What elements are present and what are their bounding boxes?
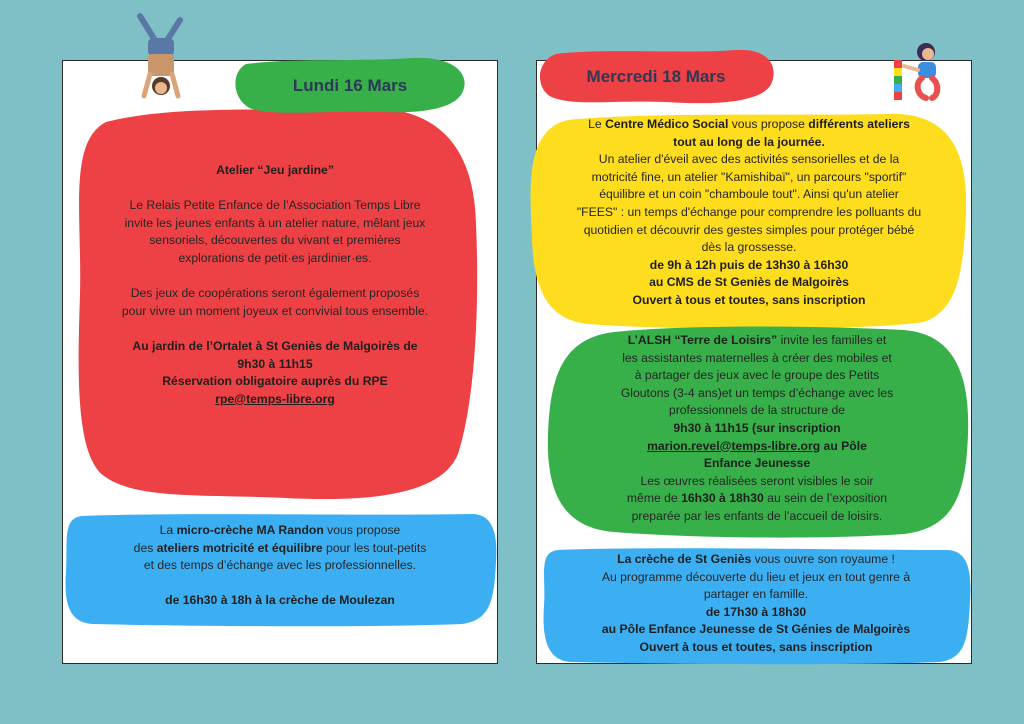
cms-time: de 9h à 12h puis de 13h30 à 16h30 [649,257,849,272]
rpe-email-link[interactable]: rpe@temps-libre.org [215,391,335,406]
alsh-l-pre: même de [626,491,682,506]
micro-line2-pre: des [133,540,157,555]
atelier-title: Atelier “Jeu jardine” [216,163,334,177]
micro-intro-pre: La [159,523,177,537]
cms-body-line: dès la grossesse. [701,240,797,255]
micro-line2-bold: ateliers motricité et équilibre [156,540,323,555]
micro-creche-name: micro-crèche MA Randon [176,523,324,537]
alsh-email-post: au Pôle [820,438,867,453]
alsh-time: 9h30 à 11h15 (sur inscription [673,420,841,435]
alsh-l1-post: invite les familles et [777,333,887,347]
cms-l2-bold: tout au long de la journée. [673,134,825,149]
creche-body-line: Au programme découverte du lieu et jeux en tout genre à [601,569,911,584]
date-monday: Lundi 16 Mars [292,76,408,95]
alsh-text [544,332,970,526]
micro-intro-post: vous propose [323,523,401,537]
cms-name: Centre Médico Social [605,117,729,131]
cms-body-line: motricité fine, un atelier "Kamishibaï", un parcours "sportif" [591,169,907,184]
date-wednesday: Mercredi 18 Mars [586,67,726,86]
alsh-name: L’ALSH “Terre de Loisirs” [627,333,778,347]
creche-place: au Pôle Enfance Jeunesse de St Génies de Malgoirès [601,622,911,637]
creche-name: La crèche de St Geniès [617,552,752,566]
alsh-l-post: au sein de l’exposition [763,491,888,506]
cms-body-line: équilibre et un coin "chamboule tout". Ainsi qu'un atelier [599,187,899,202]
atelier-p1-line: invite les jeunes enfants à un atelier nature, mêlant jeux [124,215,426,230]
creche-text [540,551,972,657]
atelier-p2-line: Des jeux de coopérations seront également proposés [130,286,420,301]
atelier-p2-line: pour vivre un moment joyeux et convivial tous ensemble. [121,303,429,318]
alsh-l-bold: 16h30 à 18h30 [681,491,764,506]
atelier-p1-line: explorations de petit·es jardinier·es. [178,250,372,265]
handstand-child-icon [126,12,196,102]
cms-open: Ouvert à tous et toutes, sans inscription [632,292,866,307]
cms-body-line: quotidien et découvrir des gestes simples pour protéger bébé [583,222,915,237]
creche-time: de 17h30 à 18h30 [705,604,807,619]
alsh-body-line: Gloutons (3-4 ans)et un temps d’échange avec les [620,385,894,400]
creche-open: Ouvert à tous et toutes, sans inscription [639,639,873,654]
atelier-time: 9h30 à 11h15 [237,356,313,371]
micro-line2-post: pour les tout-petits [322,540,427,555]
cms-text [528,116,970,310]
micro-line3: et des temps d’échange avec les professionnelles. [143,558,417,573]
alsh-body2: Les œuvres réalisées seront visibles le soir [640,473,874,488]
cms-place: au CMS de St Geniès de Malgoirès [649,275,849,290]
alsh-body-line: professionnels de la structure de [668,403,846,418]
atelier-p1-line: sensoriels, découvertes du vivant et premières [149,233,401,248]
cms-l1-pre: Le [588,117,606,131]
alsh-body-line: à partager des jeux avec le groupe des Petits [634,368,880,383]
creche-l1-post: vous ouvre son royaume ! [751,552,895,566]
cms-body-line: Un atelier d'éveil avec des activités sensorielles et de la [598,152,900,167]
creche-body-line: partager en famille. [703,587,809,602]
cms-body-line: "FEES" : un temps d'échange pour comprendre les polluants du [576,204,922,219]
alsh-email-link[interactable]: marion.revel@temps-libre.org [647,438,821,453]
child-stacking-blocks-icon [892,40,948,102]
alsh-pole: Enfance Jeunesse [703,456,811,471]
atelier-place: Au jardin de l’Ortalet à St Geniès de Malgoirès de [132,338,418,353]
cms-l1-mid: vous propose [728,117,809,131]
micro-creche-text [62,522,498,610]
atelier-reservation: Réservation obligatoire auprès du RPE [162,374,388,389]
cms-l1-bold2: différents ateliers [808,117,910,131]
atelier-p1-line: Le Relais Petite Enfance de l’Association Temps Libre [129,198,421,213]
alsh-last: preparée par les enfants de l’accueil de loisirs. [631,508,883,523]
atelier-text [66,162,484,408]
micro-time: de 16h30 à 18h à la crèche de Moulezan [165,593,395,608]
alsh-body-line: les assistantes maternelles à créer des mobiles et [622,350,892,365]
